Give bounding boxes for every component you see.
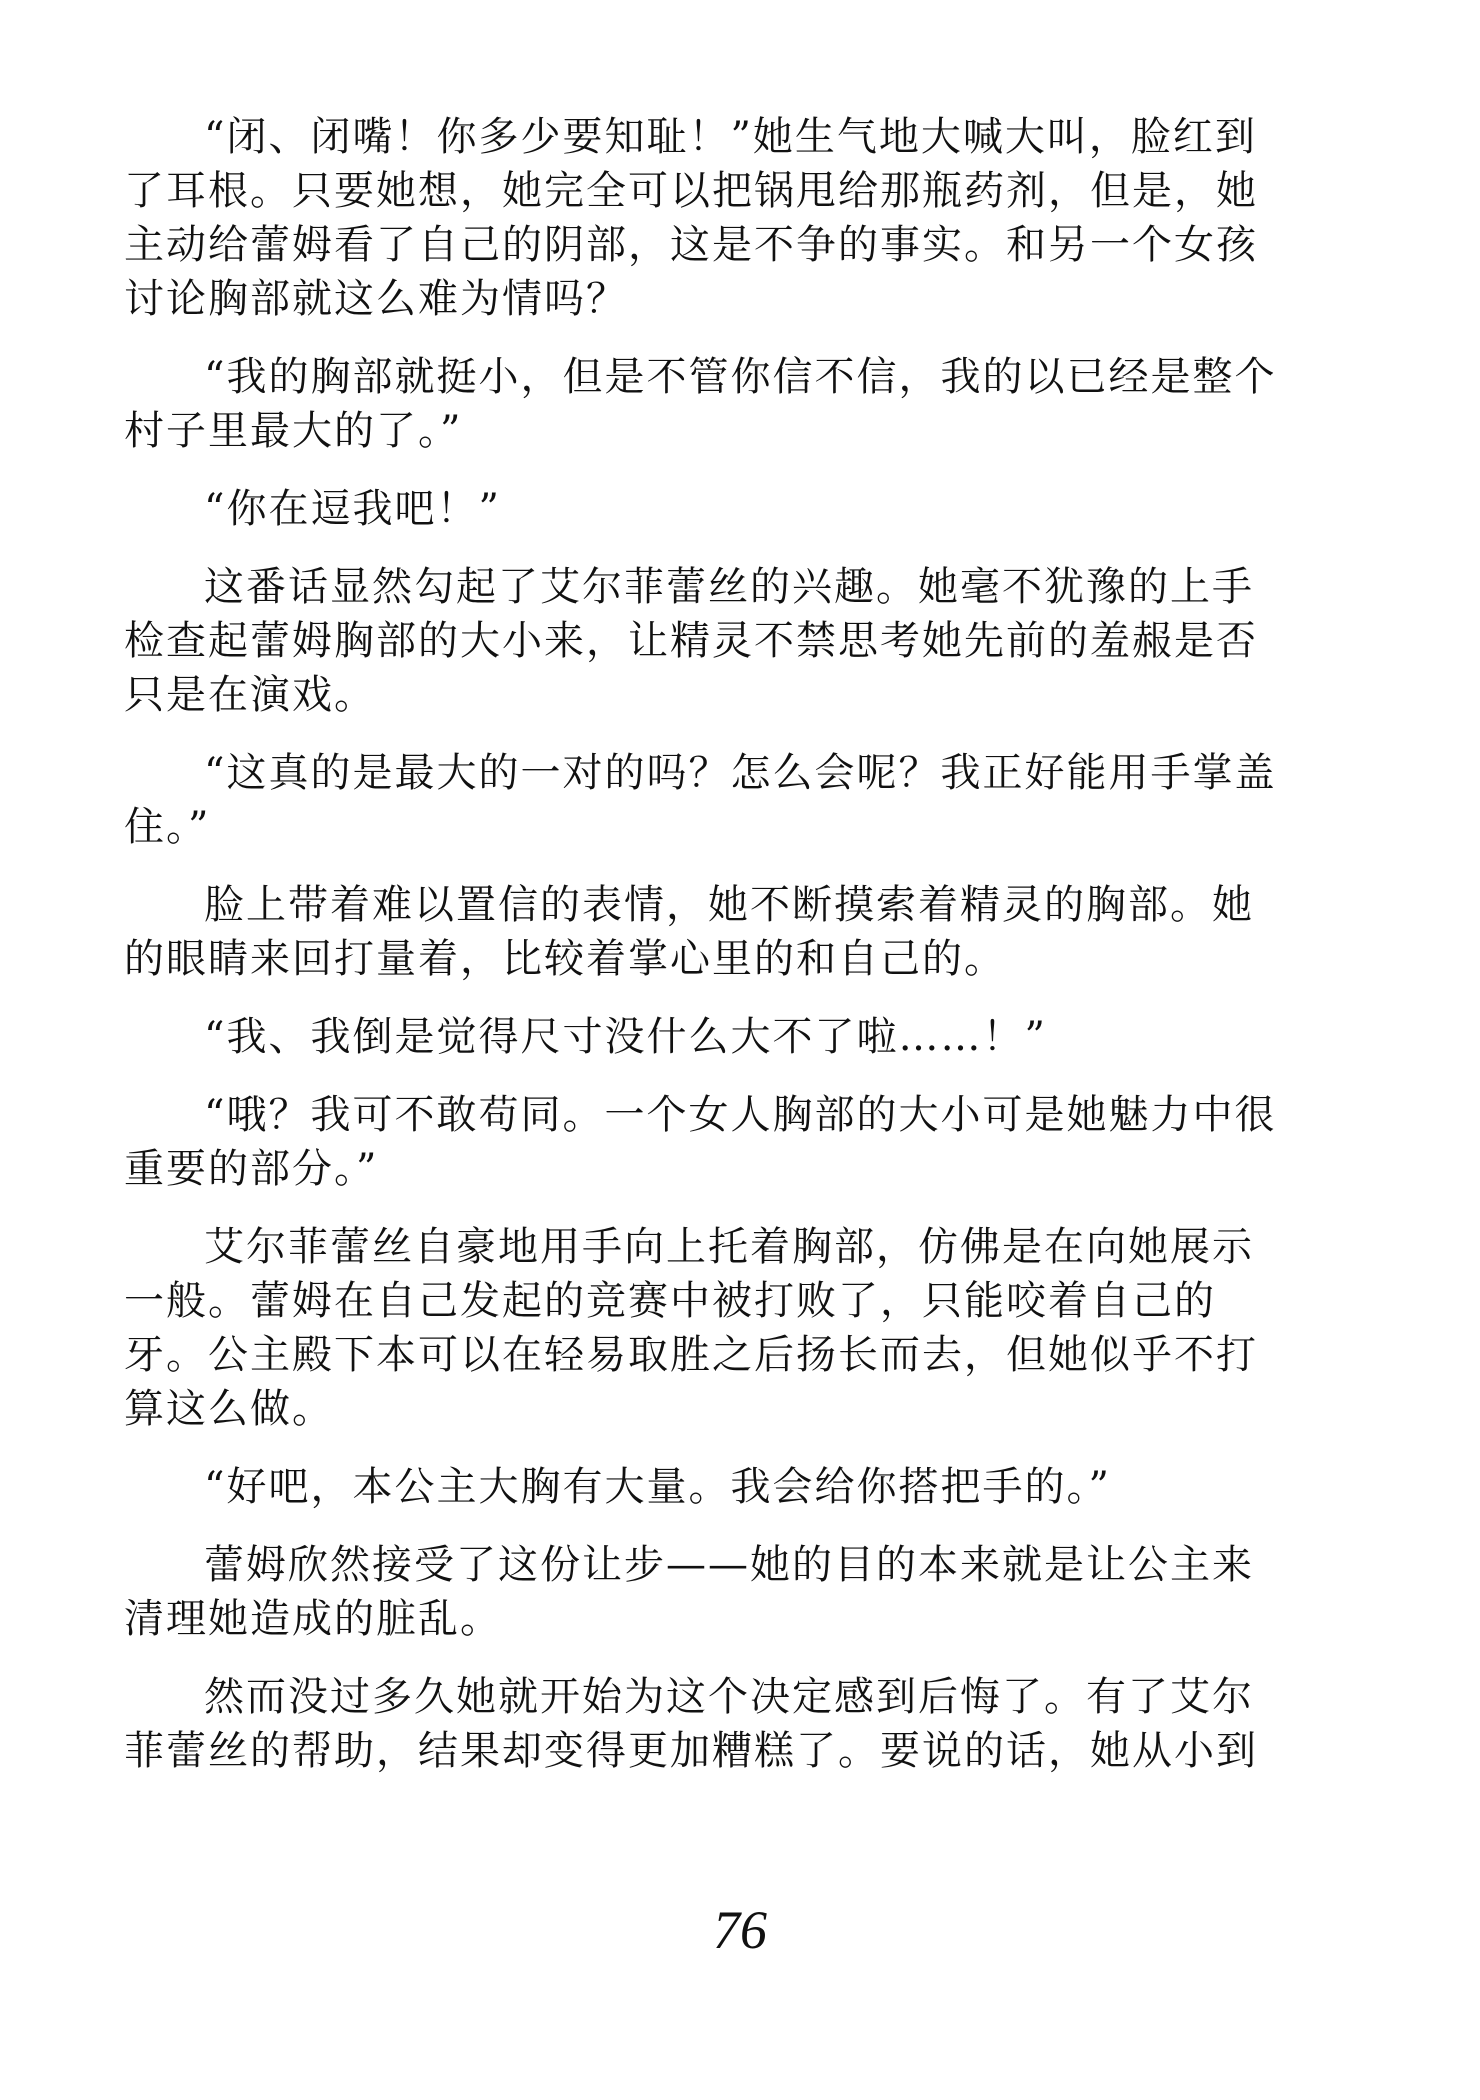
paragraph: 脸上带着难以置信的表情，她不断摸索着精灵的胸部。她的眼睛来回打量着，比较着掌心里的和自己的。 — [124, 882, 1254, 982]
paragraph: “哦？我可不敢苟同。一个女人胸部的大小可是她魅力中很重要的部分。” — [124, 1092, 1277, 1192]
paragraph: 这番话显然勾起了艾尔菲蕾丝的兴趣。她毫不犹豫的上手检查起蕾姆胸部的大小来，让精灵不禁思考她先前的羞赧是否只是在演戏。 — [124, 564, 1258, 718]
page-number: 76 — [713, 1900, 767, 1960]
paragraph: 艾尔菲蕾丝自豪地用手向上托着胸部，仿佛是在向她展示一般。蕾姆在自己发起的竞赛中被打败了，只能咬着自己的牙。公主殿下本可以在轻易取胜之后扬长而去，但她似乎不打算这么做。 — [124, 1224, 1258, 1432]
paragraph: “你在逗我吧！” — [204, 486, 501, 532]
paragraph: “这真的是最大的一对的吗？怎么会呢？我正好能用手掌盖住。” — [124, 750, 1277, 850]
paragraph: “闭、闭嘴！你多少要知耻！”她生气地大喊大叫，脸红到了耳根。只要她想，她完全可以把锅甩给那瓶药剂，但是，她主动给蕾姆看了自己的阴部，这是不争的事实。和另一个女孩讨论胸部就这么难为情吗？ — [124, 114, 1258, 322]
paragraph: 然而没过多久她就开始为这个决定感到后悔了。有了艾尔菲蕾丝的帮助，结果却变得更加糟糕了。要说的话，她从小到 — [124, 1674, 1258, 1774]
paragraph: 蕾姆欣然接受了这份让步——她的目的本来就是让公主来清理她造成的脏乱。 — [124, 1542, 1254, 1642]
paragraph: “好吧，本公主大胸有大量。我会给你搭把手的。” — [204, 1464, 1111, 1510]
page-body — [124, 110, 1284, 1802]
paragraph: “我、我倒是觉得尺寸没什么大不了啦……！” — [204, 1014, 1047, 1060]
paragraph: “我的胸部就挺小，但是不管你信不信，我的以已经是整个村子里最大的了。” — [124, 354, 1277, 454]
